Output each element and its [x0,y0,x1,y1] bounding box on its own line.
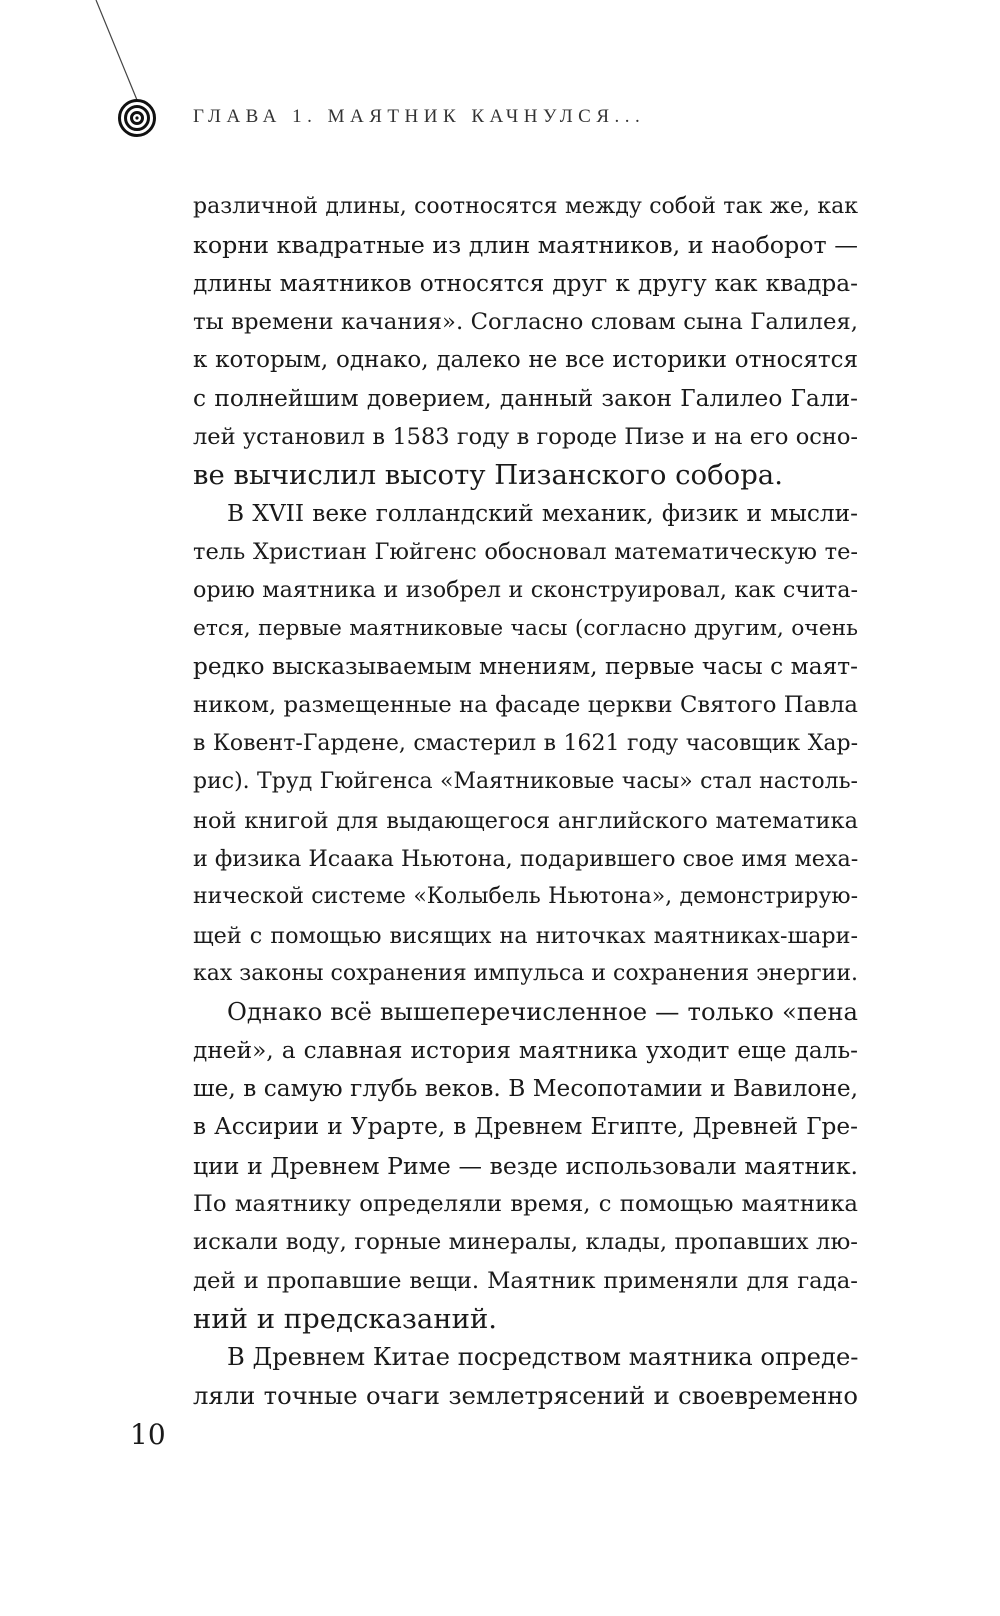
text-line: к которым, однако, далеко не все историки относятся [193,347,858,374]
text-line: ции и Древнем Риме — везде использовали маятник. [193,1151,858,1180]
text-line: дей и пропавшие вещи. Маятник применяли для гада- [193,1267,858,1294]
text-line: ляли точные очаги землетрясений и своевременно [193,1380,858,1410]
body-text [193,188,858,1415]
text-line: В Древнем Китае посредством маятника опреде- [227,1342,859,1372]
text-line: в Ковент-Гардене, смастерил в 1621 году часовщик Хар- [193,730,858,756]
text-line: лей установил в 1583 году в городе Пизе и на его осно- [193,424,858,451]
running-head: ГЛАВА 1. МАЯТНИК КАЧНУЛСЯ... [193,106,646,127]
text-line: дней», а славная история маятника уходит еще даль- [193,1036,858,1064]
text-line: редко высказываемым мнениям, первые часы с маят- [193,653,858,681]
text-line: ется, первые маятниковые часы (согласно другим, очень [193,615,858,641]
text-line: Однако всё вышеперечисленное — только «пена [227,997,858,1027]
text-line: ве вычислил высоту Пизанского собора. [193,459,783,492]
text-line: с полнейшим доверием, данный закон Галилео Гали- [193,384,858,412]
text-line: тель Христиан Гюйгенс обосновал математическую те- [193,539,858,566]
text-line: В XVII веке голландский механик, физик и мысли- [227,499,858,527]
text-line: орию маятника и изобрел и сконструировал, как счита- [193,577,858,604]
text-line: ником, размещенные на фасаде церкви Святого Павла [193,692,858,719]
text-line: в Ассирии и Урарте, в Древнем Египте, Древней Гре- [193,1113,858,1141]
page-number: 10 [130,1418,166,1451]
text-line: корни квадратные из длин маятников, и наоборот — [193,231,858,260]
text-line: ной книгой для выдающегося английского математика [193,807,858,834]
text-line: искали воду, горные минералы, клады, пропавших лю- [193,1229,858,1256]
text-line: ше, в самую глубь веков. В Месопотамии и Вавилоне, [193,1074,858,1102]
text-line: длины маятников относятся друг к другу как квадра- [193,269,858,297]
text-line: и физика Исаака Ньютона, подарившего свое имя меха- [193,845,859,872]
text-line: ний и предсказаний. [193,1302,498,1335]
text-line: ты времени качания». Согласно словам сына Галилея, [193,309,858,336]
text-line: различной длины, соотносятся между собой так же, как [193,194,858,219]
text-line: рис). Труд Гюйгенса «Маятниковые часы» стал настоль- [193,769,858,795]
text-line: По маятнику определяли время, с помощью маятника [193,1190,858,1217]
text-line: щей с помощью висящих на ниточках маятниках-шари- [193,922,858,949]
pendulum-icon [0,0,180,160]
text-line: ках законы сохранения импульса и сохранения энергии. [193,960,859,986]
text-line: нической системе «Колыбель Ньютона», демонстрирую- [193,884,858,910]
